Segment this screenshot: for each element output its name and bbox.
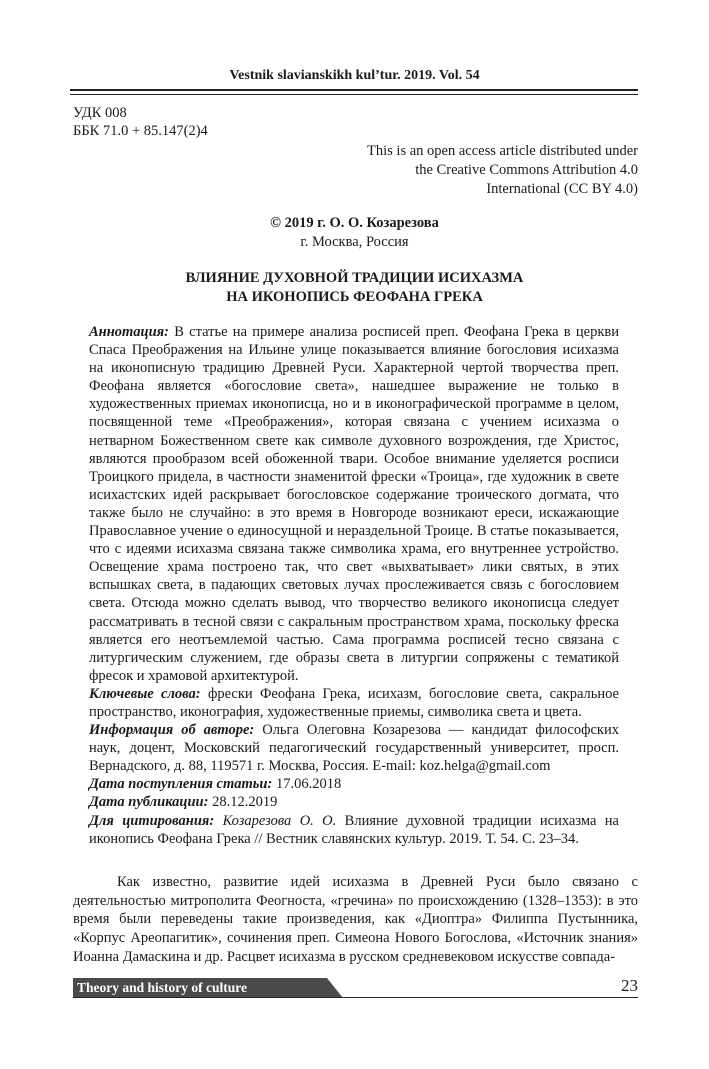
body-paragraph: Как известно, развитие идей исихазма в Древней Руси было связано с деятельностью митрополита Феогноста, «гречина» по происхождению (1328–1353): в это время были переведены такие произведения, как «Диоптра» Филиппа Пустынника, «Корпус Ареопагитик», сочинения преп. Симеона Нового Богослова, «Источник знания» Иоанна Дамаскина и др. Расцвет исихазма в русском средневековом искусстве совпада- <box>73 874 638 965</box>
author-location: г. Москва, Россия <box>300 234 409 250</box>
received-label: Дата поступления статьи: <box>89 776 273 793</box>
keywords-paragraph <box>89 685 619 721</box>
license-line: the Creative Commons Attribution 4.0 <box>415 162 638 178</box>
title-line: НА ИКОНОПИСЬ ФЕОФАНА ГРЕКА <box>226 289 483 305</box>
journal-header: Vestnik slavianskikh kul’tur. 2019. Vol. 54 <box>229 68 480 83</box>
citation-author: Козарезова О. О. <box>214 812 337 829</box>
received-date <box>89 775 619 793</box>
header-rule-thick <box>70 89 638 91</box>
body-text <box>73 873 638 967</box>
published-date <box>89 793 619 811</box>
author-info-label: Информация об авторе: <box>89 722 255 739</box>
author-info-text: Ольга Олеговна Козарезова — кандидат философских наук, доцент, Московский педагогический государственный университет, просп. Вернадского, д. 88, 119571 г. Москва, Россия. E-mail: koz.helga@gmail.com <box>89 722 619 775</box>
article-title <box>0 269 709 307</box>
abstract-label: Аннотация: <box>89 324 169 340</box>
abstract-text: В статье на примере анализа росписей преп. Феофана Грека в церкви Спаса Преображения на Ильине улице показывается влияние богословия исихазма на иконописную традицию Древней Руси. Характерной чертой творчества преп. Феофана является «богословие света», нашедшее выражение не только в художественных приемах иконописца, но и в иконографической программе в целом, посвященной теме «Преображения», которая связана с учением исихазма о нетварном Божественном свете как символе духовного возрождения, где Христос, являются прообразом всей обоженной твари. Особое внимание уделяется росписи Троицкого придела, в частности знаменитой фрески «Троица», где художник в свете исихастских идей раскрывает богословское содержание троического догмата, что также было не случайно: в это время в Новгороде возникают ереси, искажающие Православное учение о единосущной и нераздельной Троице. В статье показывается, что с идеями исихазма связана также символика храма, его внутреннее устройство. Освещение храма построено так, что свет «выхватывает» лики святых, в этих вспышках света, в падающих световых лучах прослеживается связь с богословием света. Отсюда можно сделать вывод, что творчество великого иконописца следует рассматривать в тесной связи с сакральным пространством храма, поскольку фреска является его неотъемлемой частью. Сама программа росписей тесно связана с литургическим служением, где образы света в литургии сопряжены с тематикой фресок и храмовой архитектурой. <box>89 324 619 684</box>
header-rule-thin <box>70 94 638 95</box>
citation-text: Влияние духовной традиции исихазма на иконопись Феофана Грека // Вестник славянских культур. 2019. Т. 54. С. 23–34. <box>89 812 619 847</box>
published-value: 28.12.2019 <box>208 794 278 811</box>
footer-section-label: Theory and history of culture <box>77 980 248 995</box>
author-block <box>0 214 709 252</box>
license-line: This is an open access article distributed under <box>367 143 638 159</box>
abstract-block <box>89 323 619 848</box>
title-line: ВЛИЯНИЕ ДУХОВНОЙ ТРАДИЦИИ ИСИХАЗМА <box>185 270 524 286</box>
abstract-paragraph <box>89 323 619 685</box>
license-line: International (CC BY 4.0) <box>486 181 638 197</box>
footer-rule <box>73 997 638 998</box>
license-notice <box>367 142 638 199</box>
citation-label: Для цитирования: <box>89 812 215 829</box>
received-value: 17.06.2018 <box>272 776 342 793</box>
keywords-text: фрески Феофана Грека, исихазм, богословие света, сакральное пространство, иконография, художественные приемы, символика света и цвета. <box>89 685 619 720</box>
keywords-label: Ключевые слова: <box>89 685 201 702</box>
bbk-code: ББК 71.0 + 85.147(2)4 <box>73 123 208 139</box>
published-label: Дата публикации: <box>89 794 209 811</box>
citation-paragraph <box>89 812 619 848</box>
page-number: 23 <box>621 976 638 995</box>
author-info-paragraph <box>89 721 619 775</box>
classification-block <box>73 104 208 140</box>
author-copyright: © 2019 г. О. О. Козарезова <box>270 215 439 231</box>
udk-code: УДК 008 <box>73 105 127 121</box>
